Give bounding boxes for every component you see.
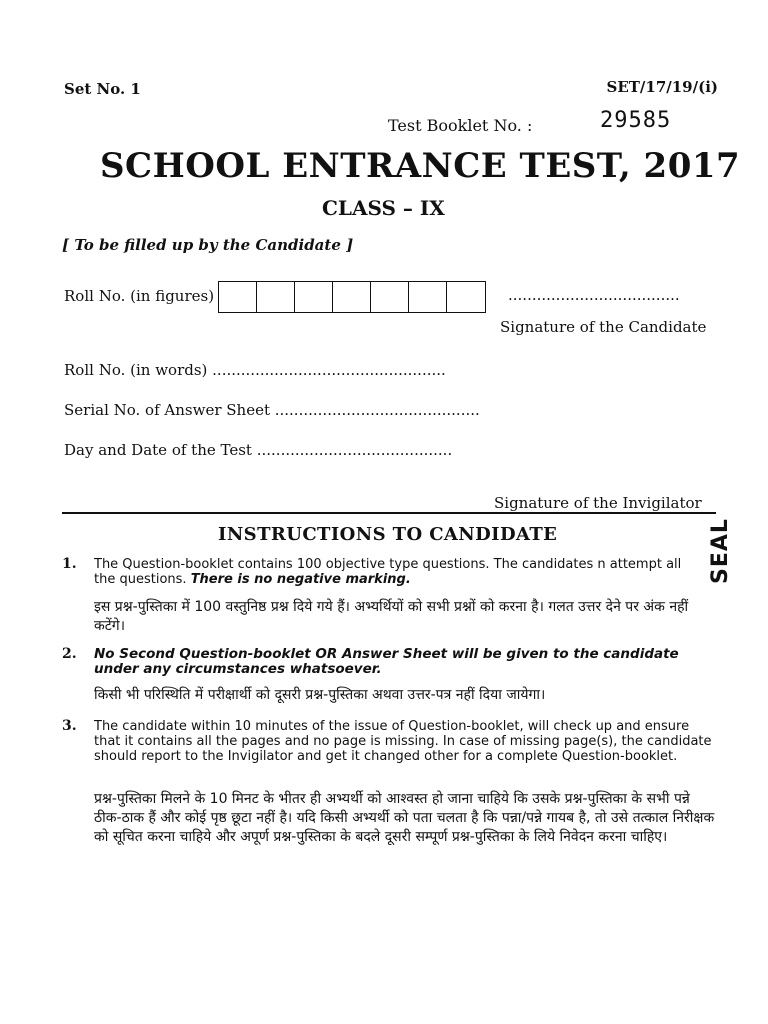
roll-digit-cell[interactable] [333, 282, 371, 312]
booklet-number: 29585 [600, 108, 672, 133]
page-title: SCHOOL ENTRANCE TEST, 2017 [100, 146, 741, 186]
instructions-title: INSTRUCTIONS TO CANDIDATE [218, 524, 558, 545]
candidate-note: [ To be filled up by the Candidate ] [62, 236, 354, 254]
instruction-1-hi: इस प्रश्न-पुस्तिका में 100 वस्तुनिष्ठ प्रश्न दिये गये हैं। अभ्यर्थियों को सभी प्रश्नों को करना है। गलत उत्तर देने पर अंक नहीं कटेंगे। [94, 599, 689, 634]
instruction-2-en: No Second Question-booklet OR Answer Sheet will be given to the candidate under any circumstances whatsoever. [94, 646, 679, 677]
instruction-2-hi: किसी भी परिस्थिति में परीक्षार्थी को दूसरी प्रश्न-पुस्तिका अथवा उत्तर-पत्र नहीं दिया जायेगा। [94, 687, 546, 703]
roll-digit-cell[interactable] [219, 282, 257, 312]
signature-candidate-label: Signature of the Candidate [500, 318, 707, 336]
day-date-field[interactable]: Day and Date of the Test ......................................... [64, 441, 453, 459]
booklet-label: Test Booklet No. : [388, 116, 533, 135]
instruction-number: 1. [62, 556, 77, 572]
roll-digit-cell[interactable] [409, 282, 447, 312]
serial-answer-sheet-field[interactable]: Serial No. of Answer Sheet ........................................... [64, 401, 480, 419]
set-number: Set No. 1 [64, 80, 141, 98]
roll-digit-cell[interactable] [447, 282, 485, 312]
instruction-1-text: The Question-booklet contains 100 objective type questions. The candidates n attempt all the questions. [94, 557, 682, 587]
roll-digit-cell[interactable] [371, 282, 409, 312]
set-code: SET/17/19/(i) [606, 78, 718, 96]
seal-stamp: SEAL [708, 518, 733, 584]
instruction-number: 3. [62, 718, 77, 734]
roll-figures-label: Roll No. (in figures) [64, 287, 215, 305]
roll-digit-cell[interactable] [257, 282, 295, 312]
signature-dots: .................................... [508, 286, 680, 304]
divider [62, 512, 716, 514]
instruction-1-en [94, 557, 694, 587]
signature-invigilator-label: Signature of the Invigilator [494, 494, 702, 512]
roll-words-field[interactable]: Roll No. (in words) ................................................. [64, 361, 446, 379]
instruction-3-hi: प्रश्न-पुस्तिका मिलने के 10 मिनट के भीतर ही अभ्यर्थी को आश्वस्त हो जाना चाहिये कि उसके प्रश्न-पुस्तिका के सभी पन्ने ठीक-ठाक हैं और कोई पृष्ठ छूटा नहीं है। यदि किसी अभ्यर्थी को पता चलता है कि पन्ना/पन्ने गायब है, तो उसे तत्काल निरीक्षक को सूचित करना चाहिये और अपूर्ण प्रश्न-पुस्तिका के बदले दूसरी सम्पूर्ण प्रश्न-पुस्तिका के लिये निवेदन करना चाहिए। [94, 791, 715, 845]
instruction-number: 2. [62, 646, 77, 662]
instruction-1-bold: There is no negative marking. [190, 572, 411, 587]
roll-number-boxes[interactable] [218, 281, 486, 313]
roll-digit-cell[interactable] [295, 282, 333, 312]
class-label: CLASS – IX [322, 196, 445, 220]
instruction-3-en: The candidate within 10 minutes of the issue of Question-booklet, will check up and ensure that it contains all the pages and no page is missing. In case of missing page(s), the candidate should report to the Invigilator and get it changed other for a complete Question-booklet. [94, 719, 712, 764]
